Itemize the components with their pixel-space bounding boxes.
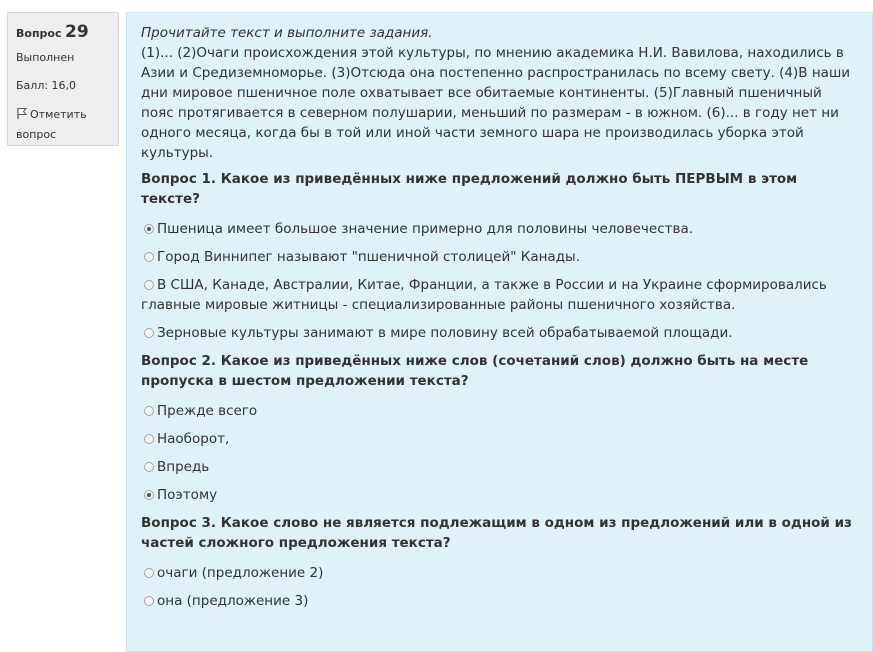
answer-option[interactable] [141, 429, 858, 449]
radio-button[interactable] [144, 434, 154, 444]
answer-option[interactable] [141, 457, 858, 477]
answer-label: В США, Канаде, Австралии, Китае, Франции, а также в России и на Украине сформировались главные мировые житницы - специализированные районы пшеничного хозяйства. [141, 277, 827, 313]
instructions: Прочитайте текст и выполните задания. [141, 25, 433, 41]
radio-button[interactable] [144, 280, 154, 290]
answer-label: Прежде всего [157, 403, 258, 419]
answer-option[interactable] [141, 219, 858, 239]
answer-label: Поэтому [157, 487, 218, 503]
question-block [141, 169, 858, 343]
question-info-panel [7, 12, 119, 146]
answer-label: Впредь [157, 459, 210, 475]
flag-question-button[interactable] [16, 105, 118, 145]
question-block [141, 351, 858, 505]
answer-label: Зерновые культуры занимают в мире половину всей обрабатываемой площади. [157, 325, 733, 341]
question-content [126, 12, 873, 652]
radio-button[interactable] [144, 328, 154, 338]
answer-option[interactable] [141, 401, 858, 421]
flag-question-label: Отметить вопрос [16, 108, 87, 141]
flag-icon [16, 106, 30, 118]
answer-label: Пшеница имеет большое значение примерно для половины человечества. [157, 221, 694, 237]
radio-button[interactable] [144, 252, 154, 262]
question-grade: Балл: 16,0 [16, 79, 77, 92]
answer-list [141, 401, 858, 505]
answer-label: она (предложение 3) [157, 593, 309, 609]
passage-text: (1)... (2)Очаги происхождения этой культуры, по мнению академика Н.И. Вавилова, находились в Азии и Средиземноморье. (3)Отсюда она постепенно распространилась по всему свету. (4)В наши дни мировое пшеничное поле охватывает все обитаемые континенты. (5)Главный пшеничный пояс протягивается в северном полушарии, меньший по размерам - в южном. (6)... в году нет ни одного месяца, когда бы в той или иной части земного шара не производилась уборка этой культуры. [141, 45, 851, 161]
question-title: Вопрос 3. Какое слово не является подлежащим в одном из предложений или в одной из частей сложного предложения текста? [141, 515, 852, 551]
answer-option[interactable] [141, 485, 858, 505]
question-state: Выполнен [16, 51, 75, 64]
answer-label: Город Виннипег называют "пшеничной столицей" Канады. [157, 249, 580, 265]
question-number-row [16, 22, 118, 44]
answer-label: очаги (предложение 2) [157, 565, 324, 581]
radio-button[interactable] [144, 406, 154, 416]
radio-button[interactable] [144, 462, 154, 472]
radio-button[interactable] [144, 568, 154, 578]
answer-list [141, 563, 858, 611]
answer-option[interactable] [141, 563, 858, 583]
radio-button-selected[interactable] [144, 490, 154, 500]
radio-button-selected[interactable] [144, 224, 154, 234]
answer-option[interactable] [141, 275, 858, 315]
question-number: 29 [65, 22, 89, 42]
answer-label: Наоборот, [157, 431, 230, 447]
answer-option[interactable] [141, 591, 858, 611]
question-title: Вопрос 2. Какое из приведённых ниже слов (сочетаний слов) должно быть на месте пропуска в шестом предложении текста? [141, 353, 809, 389]
question-block [141, 513, 858, 611]
answer-option[interactable] [141, 247, 858, 267]
radio-button[interactable] [144, 596, 154, 606]
question-title: Вопрос 1. Какое из приведённых ниже предложений должно быть ПЕРВЫМ в этом тексте? [141, 171, 798, 207]
answer-list [141, 219, 858, 343]
question-label: Вопрос [16, 27, 62, 40]
answer-option[interactable] [141, 323, 858, 343]
